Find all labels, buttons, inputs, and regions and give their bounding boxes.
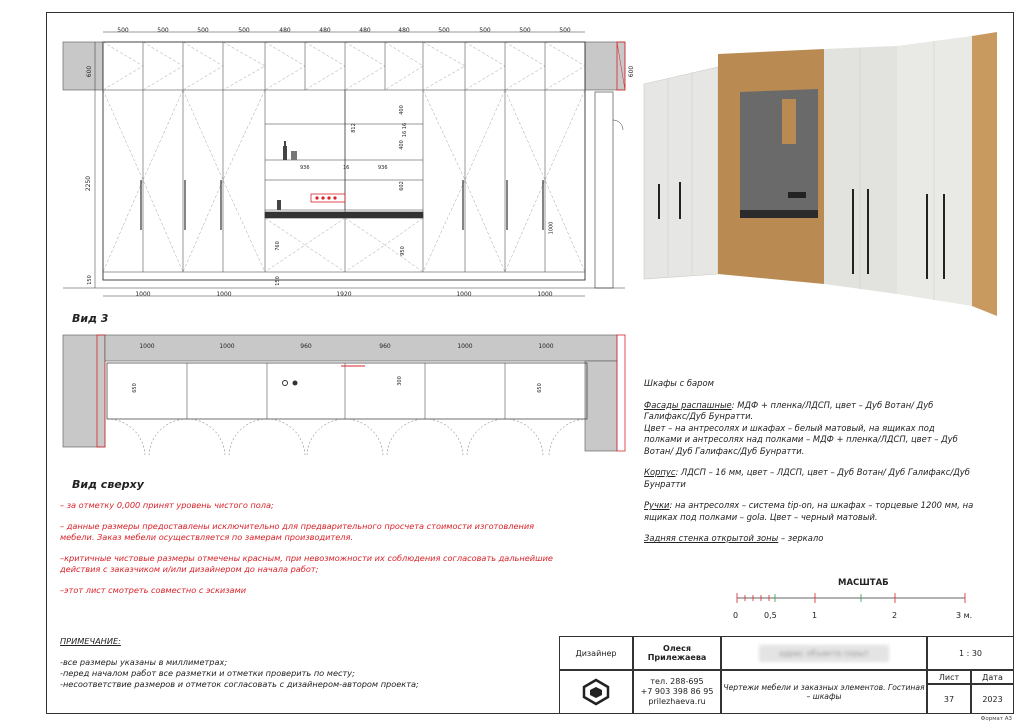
note-item: –этот лист смотреть совместно с эскизами — [60, 585, 247, 595]
spec-title: Шкафы с баром — [644, 378, 714, 388]
sheet-number: 37 — [927, 684, 971, 714]
sheet-title: Чертежи мебели и заказных элементов. Гостиная – шкафы — [721, 670, 927, 714]
dim-600-right: 600 — [628, 65, 636, 78]
website: prilezhaeva.ru — [648, 697, 706, 706]
dim-label: 480 — [398, 27, 410, 34]
dim-label: 960 — [379, 343, 391, 350]
date-label: Дата — [971, 670, 1014, 684]
phone-1: тел. 288-695 — [650, 677, 704, 686]
dim-650a: 650 — [131, 383, 138, 393]
dim-label: 500 — [519, 27, 531, 34]
dim-label: 1000 — [457, 343, 473, 350]
scale-label-0: 0 — [733, 611, 739, 620]
back-wall-label: Задняя стенка открытой зоны — [644, 533, 779, 543]
general-notes — [60, 636, 540, 690]
dim-150b: 150 — [274, 276, 281, 286]
note-item: -несоответствие размеров и отметок согласовать с дизайнером-автором проекта; — [60, 679, 419, 689]
body-label: Корпус — [644, 467, 676, 477]
dim-label: 1000 — [538, 343, 554, 350]
dim-600-left: 600 — [86, 65, 94, 78]
dim-label: 500 — [438, 27, 450, 34]
handles-text: : на антресолях – система tip-on, на шкафах – торцевые 1200 мм, на ящиках под полками – gola. Цвет – черный матовый. — [644, 500, 974, 522]
plan-dimensions — [107, 343, 587, 350]
dim-label: 1000 — [456, 291, 472, 298]
note-item: –критичные чистовые размеры отмечены красным, при невозможности их соблюдения согласовать дальнейшие действия с заказчиком и/или дизайнером до начала работ; — [60, 553, 553, 574]
dim-label: 500 — [157, 27, 169, 34]
phone-2: +7 903 398 86 95 — [640, 687, 714, 696]
dim-label: 500 — [117, 27, 129, 34]
handles-label: Ручки — [644, 500, 670, 510]
scale-value: 1 : 30 — [927, 636, 1014, 670]
dim-760: 760 — [274, 241, 281, 251]
scale-title: МАСШТАБ — [838, 578, 889, 588]
dim-label: 1000 — [219, 343, 235, 350]
dim-label: 1000 — [135, 291, 151, 298]
top-view-label: Вид сверху — [72, 478, 144, 491]
dim-label: 1000 — [216, 291, 232, 298]
dim-label: 1000 — [139, 343, 155, 350]
note-item: -все размеры указаны в миллиметрах; — [60, 657, 228, 667]
facades-text-2: Цвет – на антресолях и шкафах – белый матовый, на ящиках под полками и антресолях над полками – МДФ + пленка/ЛДСП, цвет – Дуб Вотан/ Дуб Галифакс/Дуб Бунратти. — [644, 422, 958, 456]
dim-950: 950 — [399, 246, 406, 256]
note-item: -перед началом работ все разметки и отметки проверить по месту; — [60, 668, 355, 678]
dim-936b: 936 — [378, 165, 388, 171]
dim-150: 150 — [86, 275, 93, 285]
dim-label: 1000 — [537, 291, 553, 298]
dim-16: 16 — [343, 165, 350, 171]
dim-label: 480 — [279, 27, 291, 34]
scale-bar — [735, 590, 975, 606]
year: 2023 — [971, 684, 1014, 714]
view-3-label: Вид 3 — [72, 312, 109, 325]
format-label: Формат А3 — [980, 716, 1012, 722]
title-block — [559, 636, 1014, 714]
note-item: – за отметку 0,000 принят уровень чистого пола; — [60, 500, 274, 510]
logo-icon — [582, 678, 610, 706]
dim-300: 300 — [396, 376, 403, 386]
dim-812: 812 — [350, 123, 357, 133]
dim-400: 400 — [398, 105, 405, 115]
dim-650b: 650 — [536, 383, 543, 393]
dim-label: 500 — [238, 27, 250, 34]
designer-label: Дизайнер — [559, 636, 633, 670]
dim-label: 1920 — [336, 291, 352, 298]
dim-16b: 16 — [402, 130, 409, 138]
back-wall-text: – зеркало — [778, 533, 824, 543]
sheet-label: Лист — [927, 670, 971, 684]
designer-name: Олеся Прилежаева — [633, 636, 721, 670]
facades-text: : МДФ + пленка/ЛДСП, цвет – Дуб Вотан/ Дуб Галифакс/Дуб Бунратти. — [644, 399, 934, 421]
logo — [559, 670, 633, 714]
specification — [644, 378, 974, 555]
dim-936a: 936 — [300, 165, 310, 171]
dim-2250: 2250 — [85, 175, 93, 192]
facades-label: Фасады распашные — [644, 399, 732, 410]
dim-label: 500 — [559, 27, 571, 34]
dim-label: 480 — [319, 27, 331, 34]
dim-label: 960 — [300, 343, 312, 350]
critical-notes — [60, 500, 560, 606]
dim-1000: 1000 — [548, 221, 555, 235]
bottom-dimensions — [103, 291, 585, 298]
designer-contacts — [633, 670, 721, 714]
address-cell — [721, 636, 927, 670]
address-blurred: адрес объекта скрыт — [759, 645, 889, 662]
dim-400b: 400 — [398, 140, 405, 150]
scale-label-2: 2 — [892, 611, 898, 620]
dim-label: 500 — [479, 27, 491, 34]
scale-label-05: 0,5 — [764, 611, 777, 620]
scale-label-3: 3 м. — [956, 611, 973, 620]
cabinet-render — [642, 24, 1002, 324]
notes-title: ПРИМЕЧАНИЕ: — [60, 636, 121, 646]
scale-label-1: 1 — [812, 611, 818, 620]
dim-602: 602 — [398, 181, 405, 191]
note-item: – данные размеры предоставлены исключительно для предварительного просчета стоимости изготовления мебели. Заказ мебели осуществляется по замерам производителя. — [60, 521, 535, 542]
body-text: : ЛДСП – 16 мм, цвет – ЛДСП, цвет – Дуб Вотан/ Дуб Галифакс/Дуб Бунратти — [644, 467, 970, 489]
dim-label: 480 — [359, 27, 371, 34]
top-dimensions — [103, 27, 585, 34]
dim-16a: 16 — [402, 122, 409, 130]
dim-label: 500 — [197, 27, 209, 34]
